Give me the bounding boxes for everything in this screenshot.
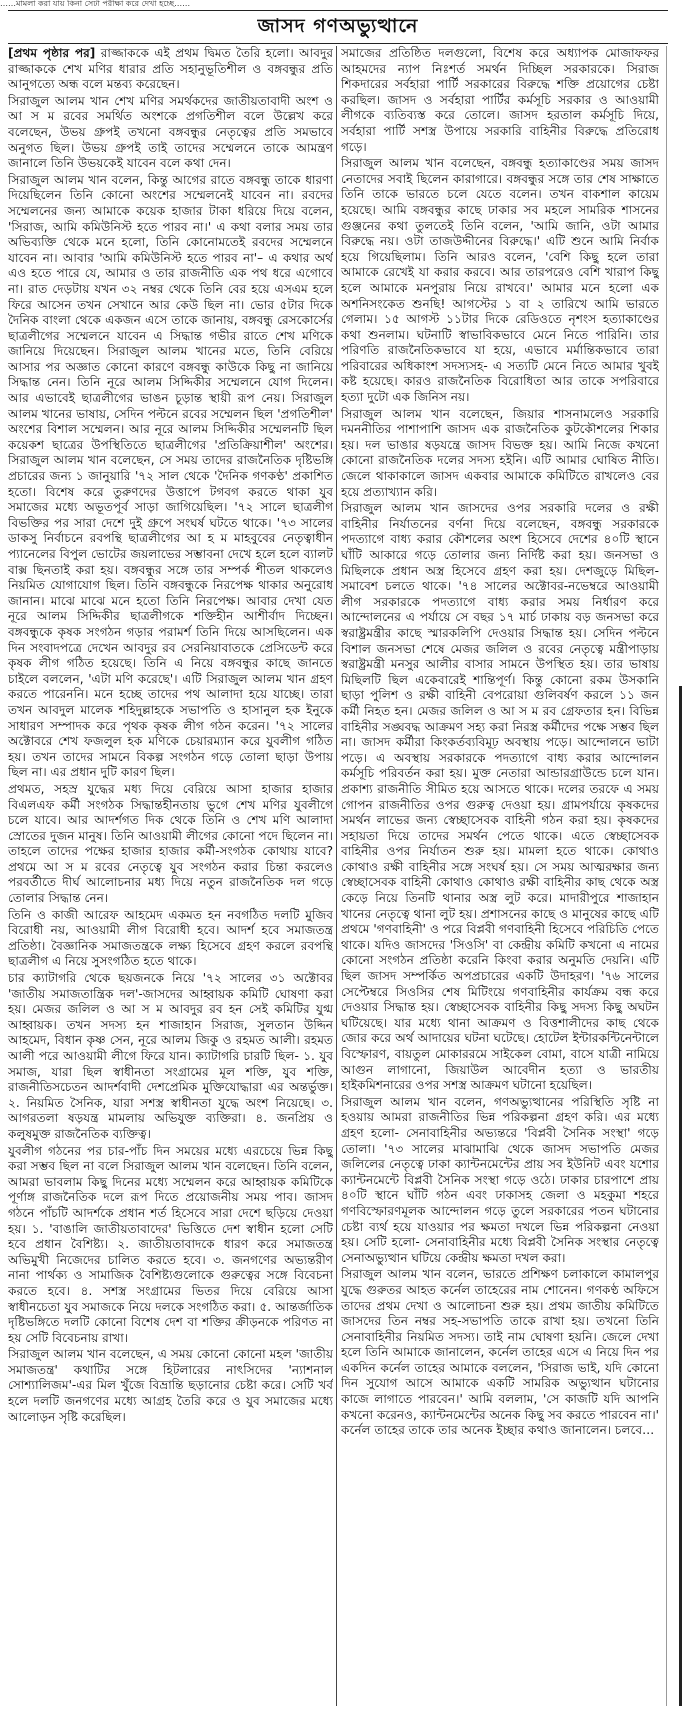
left-paragraph-8: সিরাজুল আলম খান বলেছেন, এ সময় কোনো কোনো মহল 'জাতীয় সমাজতন্ত্র' কথাটির সঙ্গে হিটলারের নাৎসিদের 'ন্যাশনাল সোশ্যালিজম'-এর মিল খুঁজে বিভ্রান্তি ছড়ানোর চেষ্টা করে। সেটি খর্ব হলে দলটি জনগণের মধ্যে আগ্রহ তৈরি করে ও যুব সমাজের মধ্যে আলোড়ন সৃষ্টি করেছিল।: [8, 1347, 333, 1424]
right-paragraph-5: সিরাজুল আলম খান বলেন, গণঅভ্যুত্থানের পরিস্থিতি সৃষ্টি না হওয়ায় আমরা রাজনীতির ভিন্ন পরিকল্পনা গ্রহণ করি। এর মধ্যে গ্রহণ হলো- সেনাবাহিনীর অভ্যন্তরে 'বিপ্লবী সৈনিক সংস্থা' গড়ে তোলা। '৭৩ সালের মাঝামাঝি থেকে জাসদ সভাপতি মেজর জলিলের নেতৃত্বে ঢাকা ক্যান্টনমেন্টের প্রায় সব ইউনিট এবং যশোর ক্যান্টনমেন্টে বিপ্লবী সৈনিক সংস্থা গড়ে ওঠে। ঢাকার চারপাশে প্রায় ৪০টি স্থানে ঘাঁটি গঠন এবং ঢাকাসহ জেলা ও মহকুমা শহরে গণবিস্ফোরণমূলক আন্দোলন গড়ে তুলে সরকারের পতন ঘটানোর চেষ্টা ব্যর্থ হয়ে যাওয়ার পর ক্ষমতা দখলে ভিন্ন পরিকল্পনা নেওয়া হয়। সেটি হলো- সেনাবাহিনীর মধ্যে বিপ্লবী সৈনিক সংস্থার নেতৃত্বে সেনাঅভ্যুত্থান ঘটিয়ে কেন্দ্রীয় ক্ষমতা দখল করা।: [341, 1094, 659, 1265]
continuation-label: [প্রথম পৃষ্ঠার পর]: [8, 46, 96, 60]
left-paragraph-5: তিনি ও কাজী আরেফ আহমেদ একমত হন নবগঠিত দলটি মুজিব বিরোধী নয়, আওয়ামী লীগ বিরোধী হবে। আদর্শ হবে সমাজতন্ত্র প্রতিষ্ঠা। বৈজ্ঞানিক সমাজতন্ত্রকে লক্ষ্য হিসেবে গ্রহণ করলে রবপন্থি ছাত্রলীগ এ নিয়ে সুসংগঠিত হতে থাকে।: [8, 907, 333, 969]
page-headline: জাসদ গণঅভ্যুত্থানে: [257, 15, 419, 37]
left-column: [8, 46, 333, 1706]
column-divider: [336, 46, 337, 1706]
right-paragraph-2: সিরাজুল আলম খান বলেছেন, বঙ্গবন্ধু হত্যাকাণ্ডের সময় জাসদ নেতাদের সবাই ছিলেন কারাগারে। বঙ্গবন্ধুর সঙ্গে তার শেষ সাক্ষাতে তিনি তাকে ভারতে চলে যেতে বলেন। তখন বাকশাল কায়েম হয়েছে। আমি বঙ্গবন্ধুর কাছে ঢাকার সব মহলে সামরিক শাসনের গুঞ্জনের কথা তুলতেই তিনি বলেন, 'আমি জানি, ওটা আমার বিরুদ্ধে নয়। ওটা তাজউদ্দীনের বিরুদ্ধে।' এটি শুনে আমি নির্বাক হয়ে গিয়েছিলাম। তিনি আরও বলেন, 'বেশি কিছু হলে তারা আমাকে রেখেই যা করার করবে। আর তারপরেও বেশি খারাপ কিছু হলে আমাকে মনপুরায় নিয়ে রাখবে।' আমার মনে হলো এক অশনিসংকেত শুনছি! আগস্টের ১ বা ২ তারিখে আমি ভারতে গেলাম। ১৫ আগস্ট ১১টার দিকে রেডিওতে নৃশংস হত্যাকাণ্ডের কথা শুনলাম। ঘটনাটি স্বাভাবিকভাবে মেনে নিতে পারিনি। তার পরিণতি রাজনৈতিকভাবে যা হয়ে, এভাবে মর্মান্তিকভাবে তারা পরিবারের অধিকাংশ সদস্যসহ- এ সত্যটি মেনে নিতে আমার খুবই কষ্ট হয়েছে। কারও রাজনৈতিক বিরোধিতা আর তাকে সপরিবারে হত্যা দুটো এক জিনিস নয়।: [341, 156, 659, 405]
right-paragraph-6: সিরাজুল আলম খান বলেন, ভারতে প্রশিক্ষণ চলাকালে কামালপুর যুদ্ধে গুরুতর আহত কর্নেল তাহেরের নাম শোনেন। গণকণ্ঠ অফিসে তাদের প্রথম দেখা ও আলোচনা শুরু হয়। প্রথম জাতীয় কমিটিতে জাসদের তিন নম্বর সহ-সভাপতি তাকে রাখা হয়। তখনো তিনি সেনাবাহিনীর নিয়মিত সদস্য। তাই নাম ঘোষণা হয়নি। জেলে দেখা হলে তিনি আমাকে জানালেন, কর্নেল তাহের এসে এ নিয়ে দিন পর একদিন কর্নেল তাহের আমাকে বললেন, 'সিরাজ ভাই, যদি কোনো দিন সুযোগ আসে আমাকে একটি সামরিক অভ্যুত্থান ঘটানোর কাজে লাগাতে পারবেন।' আমি বললাম, 'সে কাজটি যদি আপনি কখনো করেনও, ক্যান্টনমেন্টের অনেক কিছু সব করতে পারবেন না।' কর্নেল তাহের তাকে তার অনেক ইচ্ছার কথাও জানালেন। চলবে…: [341, 1267, 659, 1438]
right-column: [341, 46, 659, 1706]
cut-off-top-text: ……মামলা করা যায় কিনা সেটা পরীক্ষা করে দেখা হচ্ছে……: [0, 0, 191, 8]
left-paragraph-4: প্রথমত, সহস্র যুদ্ধের মধ্য দিয়ে বেরিয়ে আসা হাজার হাজার বিএলএফ কর্মী সংগঠক সিদ্ধান্তহীনতায় ভুগে শেখ মণির যুবলীগে চলে যাবে। আর আদর্শগত দিক থেকে তিনি ও শেখ মণি আলাদা স্রোতের দুজন মানুষ। তিনি আওয়ামী লীগের কোনো পদে ছিলেন না। তাহলে তাদের পক্ষের হাজার হাজার কর্মী-সংগঠক কোথায় যাবে? প্রথমে আ স ম রবের নেতৃত্বে যুব সংগঠন করার চিন্তা করলেও পরবর্তীতে দীর্ঘ আলোচনার মধ্য দিয়ে নতুন রাজনৈতিক দল গড়ে তোলার সিদ্ধান্ত নেন।: [8, 781, 333, 906]
headline-banner: [8, 10, 668, 44]
left-paragraph-3: সিরাজুল আলম খান বলেন, কিন্তু আগের রাতে বঙ্গবন্ধু তাকে ধারণা দিয়েছিলেন তিনি কোনো অংশের সম্মেলনেই যাবেন না। রবদের সম্মেলনের জন্য আমাকে কয়েক হাজার টাকা ধরিয়ে দিয়ে বলেন, 'সিরাজ, আমি কমিউনিস্ট হতে পারব না।' এ কথা বলার সময় তার অভিব্যক্তি থেকে মনে হলো, তিনি কোনোমতেই রবদের সম্মেলনে যাবেন না। আবার 'আমি কমিউনিস্ট হতে পারব না'– এ কথার অর্থ এও হতে পারে যে, আমার ও তার রাজনীতি এক পথ ধরে এগোবে না। রাত দেড়টায় যখন ৩২ নম্বর থেকে তিনি বের হয়ে এসএম হলে ফিরে আসেন তখন সেখানে আর কেউ ছিল না। ভোর ৫টার দিকে দৈনিক বাংলা থেকে একজন এসে তাকে জানায়, বঙ্গবন্ধু রেসকোর্সের ছাত্রলীগের সম্মেলনে যাবেন এ সিদ্ধান্ত গভীর রাতে শেখ মণিকে জানিয়ে দিয়েছেন। সিরাজুল আলম খানের মতে, তিনি বেরিয়ে আসার পর অজ্ঞাত কোনো কারণে বঙ্গবন্ধু কাউকে কিছু না জানিয়ে সিদ্ধান্ত নেন। তিনি নূরে আলম সিদ্দিকীর সম্মেলনে যোগ দিলেন। আর এভাবেই ছাত্রলীগের ভাঙন চূড়ান্ত স্থায়ী রূপ নেয়। সিরাজুল আলম খানের ভাষায়, সেদিন পল্টনে রবের সম্মেলন ছিল 'প্রগতিশীল' অংশের বিশাল সম্মেলন। আর নূরে আলম সিদ্দিকীর সম্মেলনটি ছিল কয়েকশ ছাত্রের উপস্থিতিতে ছাত্রলীগের 'প্রতিক্রিয়াশীল' অংশের। সিরাজুল আলম খান বলেছেন, সে সময় তাদের রাজনৈতিক দৃষ্টিভঙ্গি প্রচারের জন্য ১ জানুয়ারি '৭২ সাল থেকে 'দৈনিক গণকণ্ঠ' প্রকাশিত হতো। বিশেষ করে তুরুণদের উত্তাপে টগবগ করতে থাকা যুব সমাজের মধ্যে অভূতপূর্ব সাড়া জাগিয়েছিল। '৭২ সালে ছাত্রলীগ বিভক্তির পর সারা দেশে দুই গ্রুপে সংঘর্ষ ঘটতে থাকে। '৭৩ সালের ডাকসু নির্বাচনে রবপন্থি ছাত্রলীগের আ হ ম মাহবুবের নেতৃত্বাধীন প্যানেলের বিপুল ভোটের জয়লাভের সম্ভাবনা দেখে হলে হলে ব্যালট বাক্স ছিনতাই করা হয়। বঙ্গবন্ধুর সঙ্গে তার সম্পর্ক শীতল থাকলেও নিয়মিত যোগাযোগ ছিল। তিনি বঙ্গবন্ধুকে নিরপেক্ষ থাকার অনুরোধ জানান। মাঝে মাঝে মনে হতো তিনি নিরপেক্ষ। আবার দেখা যেত নূরে আলম সিদ্দিকীর ছাত্রলীগকে শক্তিহীন আশীর্বাদ দিচ্ছেন। বঙ্গবন্ধুকে কৃষক সংগঠন গড়ার পরামর্শ তিনি দিয়ে আসছিলেন। এক দিন সংবাদপত্রে দেখেন আবদুর রব সেরনিয়াবাতকে প্রেসিডেন্ট করে কৃষক লীগ গঠিত হয়েছে। তিনি এ নিয়ে বঙ্গবন্ধুর কাছে জানতে চাইলে বললেন, 'এটা মণি করেছে'। এটি সিরাজুল আলম খান গ্রহণ করতে পারেননি। মনে হচ্ছে তাদের পথ আলাদা হয়ে যাচ্ছে। তারা তখন আবদুল মালেক শহিদুল্লাহকে সভাপতি ও হাসানুল হক ইনুকে সাধারণ সম্পাদক করে পৃথক কৃষক লীগ গঠন করেন। '৭২ সালের অক্টোবরে শেখ ফজলুল হক মণিকে চেয়ারম্যান করে যুবলীগ গঠিত হয়। তখন তাদের সামনে বিকল্প সংগঠন গড়ে তোলা ছাড়া উপায় ছিল না। এর প্রধান দুটি কারণ ছিল।: [8, 172, 333, 780]
left-paragraph-6: চার ক্যাটাগরি থেকে ছয়জনকে নিয়ে '৭২ সালের ৩১ অক্টোবর 'জাতীয় সমাজতান্ত্রিক দল'-জাসদের আহ্বায়ক কমিটি ঘোষণা করা হয়। মেজর জলিল ও আ স ম আবদুর রব হন সেই কমিটির যুগ্ম আহ্বায়ক। তখন সদস্য হন শাজাহান সিরাজ, সুলতান উদ্দিন আহমেদ, বিধান কৃষ্ণ সেন, নূরে আলম জিকু ও রহমত আলী। রহমত আলী পরে আওয়ামী লীগে ফিরে যান। ক্যাটাগরি চারটি ছিল- ১. যুব সমাজ, যারা ছিল স্বাধীনতা সংগ্রামের মূল শক্তি, যুব শক্তি, রাজনীতিসচেতন আদর্শবাদী দেশপ্রেমিক মুক্তিযোদ্ধারা এর অন্তর্ভুক্ত। ২. নিয়মিত সৈনিক, যারা সশস্ত্র স্বাধীনতা যুদ্ধে অংশ নিয়েছে। ৩. আগরতলা ষড়যন্ত্র মামলায় অভিযুক্ত ব্যক্তিরা। ৪. জনপ্রিয় ও কলুষমুক্ত রাজনৈতিক ব্যক্তিত্ব।: [8, 971, 333, 1141]
right-paragraph-1: সমাজের প্রতিষ্ঠিত দলগুলো, বিশেষ করে অধ্যাপক মোজাফফর আহমদের ন্যাপ নিঃশর্ত সমর্থন দিচ্ছিল সরকারকে। সিরাজ শিকদারের সর্বহারা পার্টি সরকারের বিরুদ্ধে শক্তি প্রয়োগের চেষ্টা করছিল। জাসদ ও সর্বহারা পার্টির কর্মসূচি সরকার ও আওয়ামী লীগকে ব্যতিব্যস্ত করে তোলে। জাসদ হরতাল কর্মসূচি দিয়ে, সর্বহারা পার্টি সশস্ত্র উপায়ে সরকারি বাহিনীর বিরুদ্ধে প্রতিরোধ গড়ে।: [341, 46, 659, 154]
left-paragraph-7: যুবলীগ গঠনের পর চার-পাঁচ দিন সময়ের মধ্যে এরচেয়ে ভিন্ন কিছু করা সম্ভব ছিল না বলে সিরাজুল আলম খান বলেছেন। তিনি বলেন, আমরা ভাবলাম কিছু দিনের মধ্যে সম্মেলন করে আহ্বায়ক কমিটিকে পূর্ণাঙ্গ রাজনৈতিক দলে রূপ দিতে প্রয়োজনীয় সময় পাব। জাসদ গঠনে পাঁচটি আদর্শকে প্রধান শর্ত হিসেবে সারা দেশে ছড়িয়ে দেওয়া হয়। ১. 'বাঙালি জাতীয়তাবাদের' ভিত্তিতে দেশ স্বাধীন হলো সেটি হবে প্রধান বৈশিষ্ট্য। ২. জাতীয়তাবাদকে ধারণ করে সমাজতন্ত্র অভিমুখী নিজেদের চালিত করতে হবে। ৩. জনগণের অভ্যন্তরীণ নানা পার্থক্য ও সামাজিক বৈশিষ্ট্যগুলোকে গুরুত্বের সঙ্গে বিবেচনা করতে হবে। ৪. সশস্ত্র সংগ্রামের ভিতর দিয়ে বেরিয়ে আসা স্বাধীনচেতা যুব সমাজকে নিয়ে দলকে সংগঠিত করা। ৫. আন্তর্জাতিক দৃষ্টিভঙ্গিতে দলটি কোনো বিশেষ দেশ বা শক্তির ক্রীড়নকে পরিণত না হয় সেটি বিবেচনায় রাখা।: [8, 1143, 333, 1345]
left-paragraph-1-text: রাজ্জাককে এই প্রথম দ্বিমত তৈরি হলো। আবদুর রাজ্জাককে শেখ মণির ধারার প্রতি সহানুভূতিশীল ও বঙ্গবন্ধুর প্রতি আনুগত্যে অন্ধ বলে মন্তব্য করেছেন।: [8, 46, 333, 92]
left-paragraph-1: [8, 46, 333, 93]
left-paragraph-2: সিরাজুল আলম খান শেখ মণির সমর্থকদের জাতীয়তাবাদী অংশ ও আ স ম রবের সমর্থিত অংশকে প্রগতিশীল বলে উল্লেখ করে বলেছেন, উভয় গ্রুপই তখনো বঙ্গবন্ধুর নেতৃত্বের প্রতি সমভাবে অনুগত ছিল। উভয় গ্রুপই তাই তাদের সম্মেলনে তাকে আমন্ত্রণ জানালে তিনি উভয়কেই যাবেন বলে কথা দেন।: [8, 93, 333, 171]
right-paragraph-4: সিরাজুল আলম খান জাসদের ওপর সরকারি দলের ও রক্ষী বাহিনীর নির্যাতনের বর্ণনা দিয়ে বলেছেন, বঙ্গবন্ধু সরকারকে পদত্যাগে বাধ্য করার কৌশলের অংশ হিসেবে দেশের ৪০টি স্থানে ঘাঁটি আকারে গড়ে তোলার জন্য নির্দিষ্ট করা হয়। জনসভা ও মিছিলকে প্রধান অস্ত্র হিসেবে গ্রহণ করা হয়। দেশজুড়ে মিছিল-সমাবেশ চলতে থাকে। '৭৪ সালের অক্টোবর-নভেম্বরে আওয়ামী লীগ সরকারকে পদত্যাগে বাধ্য করার সময় নির্ধারণ করে আন্দোলনের এ পর্যায়ে সে বছর ১৭ মার্চ ঢাকায় বড় জনসভা করে স্বরাষ্ট্রমন্ত্রীর কাছে স্মারকলিপি দেওয়ার সিদ্ধান্ত হয়। সেদিন পল্টনে বিশাল জনসভা শেষে মেজর জলিল ও রবের নেতৃত্বে মন্ত্রীপাড়ায় স্বরাষ্ট্রমন্ত্রী মনসুর আলীর বাসার সামনে উপস্থিত হয়। তার ভাষায় মিছিলটি ছিল একেবারেই শান্তিপূর্ণ। কিন্তু কোনো রকম উসকানি ছাড়া পুলিশ ও রক্ষী বাহিনী বেপরোয়া গুলিবর্ষণ করলে ১১ জন কর্মী নিহত হন। মেজর জলিল ও আ স ম রব গ্রেফতার হন। বিভিন্ন বাহিনীর সঙ্ঘবদ্ধ আক্রমণ সহ্য করা নিরস্ত্র কর্মীদের পক্ষে সম্ভব ছিল না। জাসদ কর্মীরা কিংকর্তব্যবিমূঢ় অবস্থায় পড়ে। আন্দোলনে ভাটা পড়ে। এ অবস্থায় সরকারকে পদত্যাগে বাধ্য করার আন্দোলন কর্মসূচি পরিবর্তন করা হয়। মুক্ত নেতারা আন্ডারগ্রাউন্ডে চলে যান। প্রকাশ্য রাজনীতি সীমিত হয়ে আসতে থাকে। দলের তরফে এ সময় গোপন রাজনীতির ওপর গুরুত্ব দেওয়া হয়। গ্রামপর্যায়ে কৃষকদের সমর্থন লাভের জন্য স্বেচ্ছাসেবক বাহিনী গঠন করা হয়। কৃষকদের সহায়তা দিয়ে তাদের সমর্থন পেতে থাকে। এতে স্বেচ্ছাসেবক বাহিনীর ওপর নির্যাতন শুরু হয়। মামলা হতে থাকে। কোথাও কোথাও রক্ষী বাহিনীর সঙ্গে সংঘর্ষ হয়। সে সময় আত্মরক্ষার জন্য স্বেচ্ছাসেবক বাহিনী কোথাও কোথাও রক্ষী বাহিনীর কাছ থেকে অস্ত্র কেড়ে নিয়ে তিনটি থানার অস্ত্র লুট করে। মাদারীপুরে শাজাহান খানের নেতৃত্বে থানা লুট হয়। প্রশাসনের কাছে ও মানুষের কাছে এটি প্রথমে 'গণবাহিনী' ও পরে বিপ্লবী গণবাহিনী হিসেবে পরিচিতি পেতে থাকে। যদিও জাসদের 'সিওসি' বা কেন্দ্রীয় কমিটি কখনো এ নামের কোনো সংগঠন প্রতিষ্ঠা করেনি কিংবা করার অনুমতি দেয়নি। এটি ছিল জাসদ সম্পর্কিত অপপ্রচারের একটি উদাহরণ। '৭৬ সালের সেপ্টেম্বরে সিওসির শেষ মিটিংয়ে গণবাহিনীর কার্যক্রম বন্ধ করে দেওয়ার সিদ্ধান্ত হয়। স্বেচ্ছাসেবক বাহিনীর কিছু সদস্য কিছু অঘটন ঘটিয়েছে। যার মধ্যে থানা আক্রমণ ও বিত্তশালীদের কাছ থেকে জোর করে অর্থ আদায়ের ঘটনা ঘটেছে। হোটেল ইন্টারকন্টিনেন্টালে বিস্ফোরণ, বায়তুল মোকাররমে সাইকেল বোমা, বাসে যাত্রী নামিয়ে আগুন লাগানো, জিয়াউল আবেদীন হত্যা ও ভারতীয় হাইকমিশনারের ওপর সশস্ত্র আক্রমণ ঘটানো হয়েছিল।: [341, 501, 659, 1093]
edge-rule: [679, 686, 682, 1706]
right-paragraph-3: সিরাজুল আলম খান বলেছেন, জিয়ার শাসনামলেও সরকারি দমননীতির পাশাপাশি জাসদ এক রাজনৈতিক কুটকৌশলের শিকার হয়। দল ভাঙার ষড়যন্ত্রে জাসদ বিভক্ত হয়। আমি নিজে কখনো কোনো রাজনৈতিক দলের সদস্য হইনি। এটি আমার ঘোষিত নীতি। জেলে থাকাকালে জাসদ একবার আমাকে কমিটিতে রাখলেও বের হয়ে প্রত্যাখ্যান করি।: [341, 406, 659, 499]
adjacent-column-edge: [666, 46, 687, 1706]
